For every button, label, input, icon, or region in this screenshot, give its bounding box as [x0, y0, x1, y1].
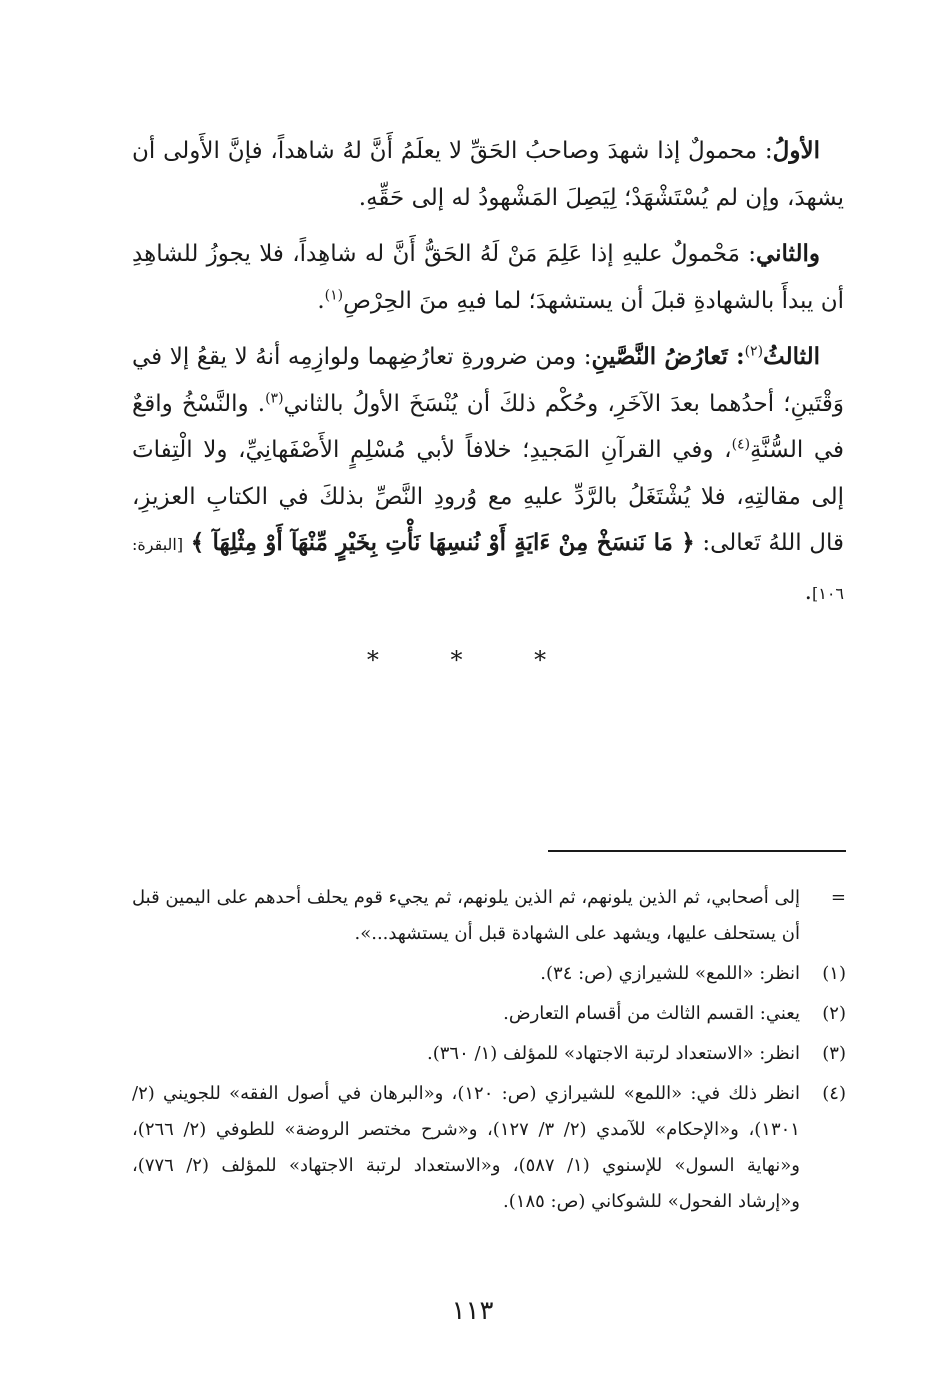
footnote-number: (٣): [822, 1043, 846, 1064]
paragraph-text: . والنَّسْخُ واقعٌ في السُّنَّةِ: [132, 390, 844, 463]
verse-citation: [البقرة: ١٠٦]: [132, 535, 844, 603]
footnote-item: [132, 880, 846, 952]
footnote-text: إلى أصحابي، ثم الذين يلونهم، ثم الذين يلونهم، ثم يجيء قوم يحلف أحدهم على اليمين قبل أن يستحلف عليها، ويشهد على الشهادة قبل أن يستشهد...».: [132, 887, 800, 944]
footnote-reference: (٣): [265, 389, 284, 406]
footnote-item: [132, 1076, 846, 1220]
section-separator: * * *: [366, 646, 579, 674]
footnote-divider: [548, 850, 846, 852]
footnote-number: (١): [822, 963, 846, 984]
paragraph-heading: الثالثُ: [763, 343, 820, 370]
footnote-text: يعني: القسم الثالث من أقسام التعارض.: [503, 1003, 800, 1024]
paragraph-heading: الأولُ: [772, 137, 820, 164]
footnote-item: [132, 996, 846, 1032]
footnote-number: (٤): [822, 1083, 846, 1104]
paragraph-text: : محمولٌ إذا شهدَ وصاحبُ الحَقِّ لا يعلَمُ أَنَّ لهُ شاهداً، فإنَّ الأَولى أن يشهدَ، وإن لم يُسْتَشْهَدْ؛ لِيَصِلَ المَشْهودُ له إلى حَقِّهِ.: [132, 138, 844, 211]
paragraph-tail: .: [317, 287, 325, 314]
quran-verse: ﴿ مَا نَنسَخْ مِنْ ءَايَةٍ أَوْ نُنسِهَا نَأْتِ بِخَيْرٍ مِّنْهَآ أَوْ مِثْلِهَآ ﴾: [190, 529, 695, 556]
paragraph-third: [132, 334, 844, 617]
page-number: ١١٣: [451, 1296, 494, 1326]
paragraph-second: [132, 231, 844, 324]
footnote-item: [132, 1036, 846, 1072]
paragraph-heading: والثاني: [755, 240, 820, 267]
footnote-text: انظر: «الاستعداد لرتبة الاجتهاد» للمؤلف (١/ ٣٦٠).: [427, 1043, 800, 1064]
footnote-number: =: [830, 887, 846, 908]
footnote-item: [132, 956, 846, 992]
footnotes: [132, 880, 846, 1224]
paragraph-text: : مَحْمولٌ عليهِ إذا عَلِمَ مَنْ لَهُ الحَقُّ أَنَّ له شاهِداً، فلا يجوزُ للشاهِدِ أن يبدأَ بالشهادةِ قبلَ أن يستشهدَ؛ لما فيهِ منَ الحِرْصِ: [132, 241, 844, 314]
paragraph-first: [132, 128, 844, 221]
main-text: [132, 128, 844, 627]
paragraph-text: : ومن ضرورةِ تعارُضِهما ولوازِمِه أنهُ لا يقعُ إلا في وَقْتَينِ؛ أحدُهما بعدَ الآخَرِ، وحُكْم ذلكَ أن يُنْسَخَ الأولُ بالثاني: [132, 344, 844, 417]
footnote-reference: (٢): [744, 343, 764, 360]
footnote-text: انظر ذلك في: «اللمع» للشيرازي (ص: ١٢٠)، و«البرهان في أصول الفقه» للجويني (٢/ ١٣٠١)، و«الإحكام» للآمدي (٢/ ٣/ ١٢٧)، و«شرح مختصر الروضة» للطوفي (٢/ ٢٦٦)، و«نهاية السول» للإسنوي (١/ ٥٨٧)، و«الاستعداد لرتبة الاجتهاد» للمؤلف (٢/ ٧٧٦)، و«إرشاد الفحول» للشوكاني (ص: ١٨٥).: [132, 1083, 800, 1212]
paragraph-text: ، وفي القرآنِ المَجيدِ؛ خلافاً لأبي مُسْلِمٍ الأَصْفَهانِيِّ، ولا الْتِفاتَ إلى مقالتِهِ، فلا يُشْتَغَلُ بالرَّدِّ عليهِ مع وُرودِ النَّصِّ بذلكَ في الكتابِ العزيزِ، قال اللهُ تَعالى:: [132, 437, 845, 556]
footnote-number: (٢): [822, 1003, 846, 1024]
footnote-reference: (١): [324, 286, 344, 303]
footnote-reference: (٤): [731, 436, 751, 453]
footnote-text: انظر: «اللمع» للشيرازي (ص: ٣٤).: [540, 963, 800, 984]
paragraph-tail: .: [804, 578, 812, 605]
paragraph-subheading: : تَعارُضُ النَّصَّينِ: [591, 343, 745, 370]
